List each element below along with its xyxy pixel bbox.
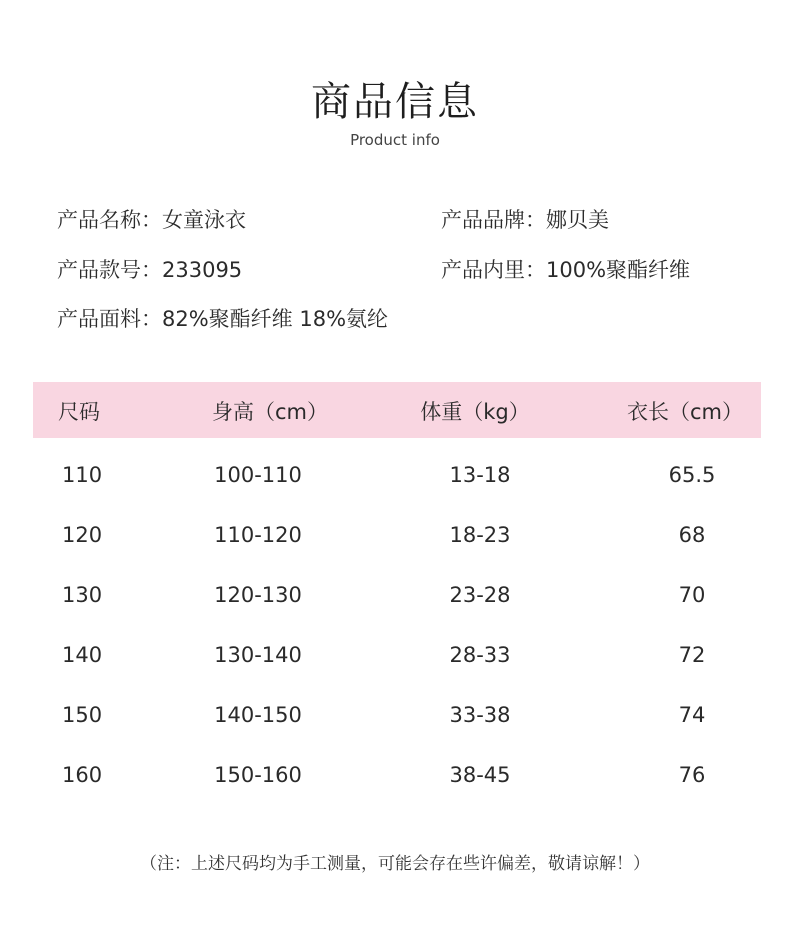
cell-height: 110-120 [214, 523, 302, 547]
info-value: 233095 [162, 258, 243, 282]
cell-length: 72 [678, 643, 706, 667]
info-label: 产品名称： [57, 208, 162, 232]
info-product-fabric [57, 305, 388, 333]
info-label: 产品面料： [57, 307, 162, 331]
cell-height: 130-140 [214, 643, 302, 667]
info-value: 82%聚酯纤维 18%氨纶 [162, 307, 389, 331]
cell-size: 160 [62, 763, 103, 787]
measurement-note: （注：上述尺码均为手工测量，可能会存在些许偏差，敬请谅解！） [140, 854, 650, 874]
info-label: 产品内里： [441, 258, 546, 282]
page-subtitle: Product info [350, 131, 440, 149]
cell-weight: 28-33 [449, 643, 511, 667]
cell-size: 110 [62, 463, 103, 487]
page-title: 商品信息 [311, 79, 479, 125]
cell-weight: 33-38 [449, 703, 511, 727]
info-product-lining [441, 256, 690, 284]
cell-length: 70 [678, 583, 706, 607]
header-length: 衣长（cm） [626, 400, 743, 424]
cell-height: 100-110 [214, 463, 302, 487]
cell-weight: 13-18 [449, 463, 511, 487]
table-row [0, 581, 790, 609]
cell-weight: 38-45 [449, 763, 511, 787]
cell-weight: 18-23 [449, 523, 511, 547]
cell-size: 150 [62, 703, 103, 727]
info-product-brand [441, 206, 609, 234]
info-value: 女童泳衣 [162, 208, 246, 232]
cell-height: 140-150 [214, 703, 302, 727]
table-row [0, 641, 790, 669]
table-row [0, 761, 790, 789]
cell-size: 120 [62, 523, 103, 547]
cell-length: 68 [678, 523, 706, 547]
header-height: 身高（cm） [211, 400, 328, 424]
info-product-model [57, 256, 242, 284]
cell-height: 150-160 [214, 763, 302, 787]
cell-size: 140 [62, 643, 103, 667]
info-label: 产品品牌： [441, 208, 546, 232]
cell-length: 76 [678, 763, 706, 787]
info-value: 100%聚酯纤维 [546, 258, 691, 282]
info-product-name [57, 206, 246, 234]
table-row [0, 701, 790, 729]
table-row [0, 461, 790, 489]
cell-weight: 23-28 [449, 583, 511, 607]
table-row [0, 521, 790, 549]
size-table-header-row [0, 398, 790, 426]
header-size: 尺码 [58, 400, 100, 424]
info-value: 娜贝美 [546, 208, 609, 232]
cell-length: 74 [678, 703, 706, 727]
cell-height: 120-130 [214, 583, 302, 607]
cell-size: 130 [62, 583, 103, 607]
cell-length: 65.5 [668, 463, 716, 487]
info-label: 产品款号： [57, 258, 162, 282]
header-weight: 体重（kg） [420, 400, 530, 424]
